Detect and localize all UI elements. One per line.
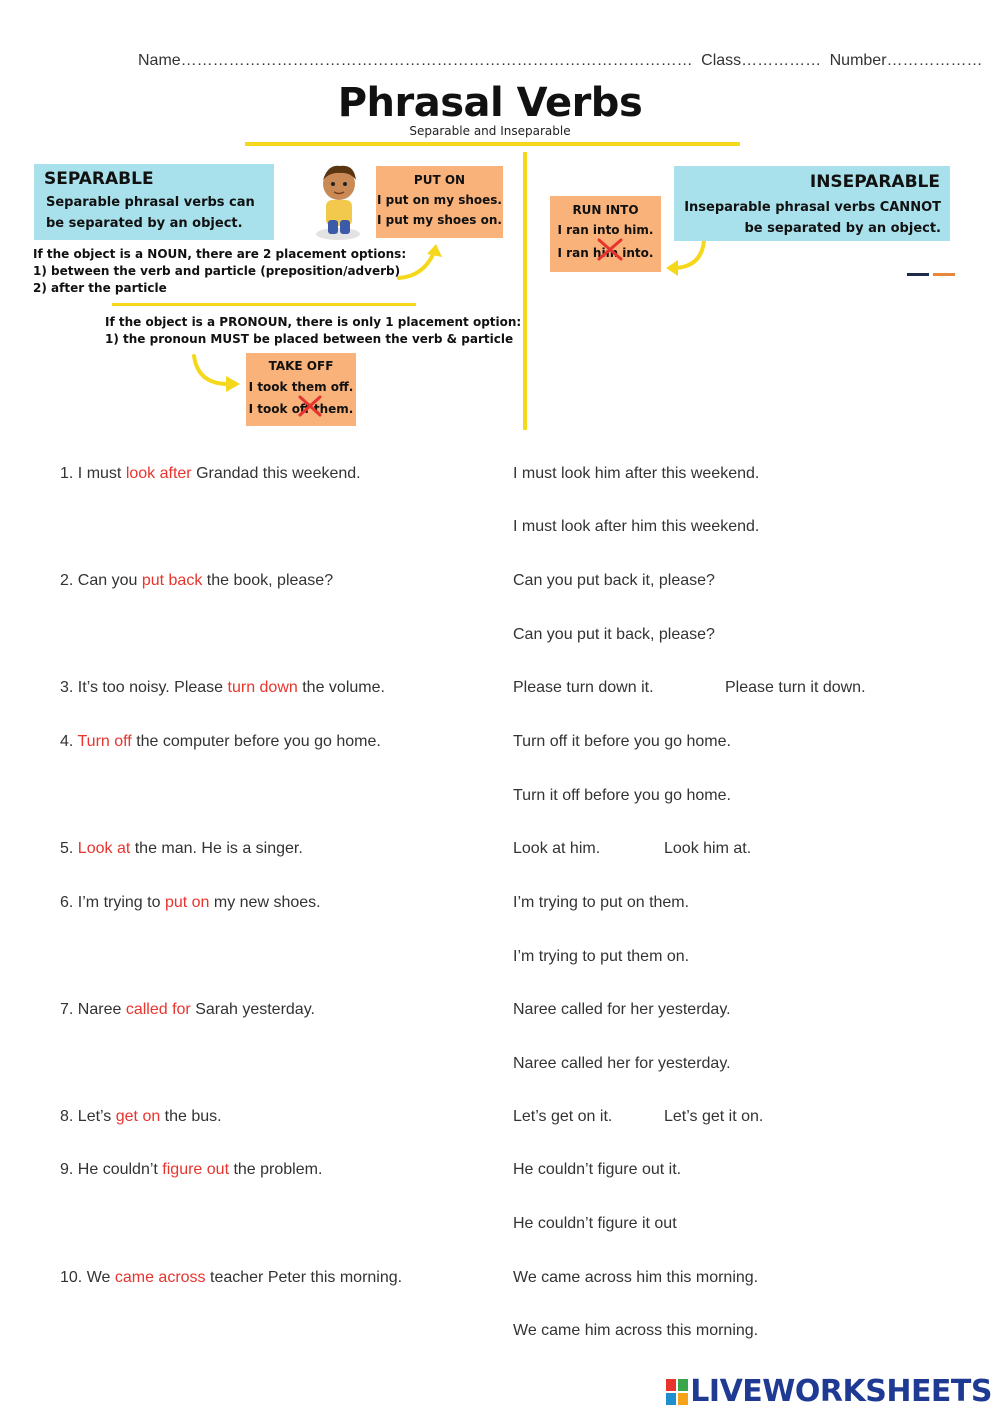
question-6 — [60, 894, 321, 912]
decorative-dash — [907, 273, 929, 276]
separable-heading: SEPARABLE — [44, 169, 154, 189]
run-into-heading: RUN INTO — [572, 203, 639, 217]
example-fragment: . — [348, 402, 354, 416]
center-divider — [523, 152, 527, 430]
question-text: He couldn’t — [77, 1161, 163, 1178]
decorative-dash — [933, 273, 955, 276]
take-off-example-line: I took them off. — [248, 380, 354, 394]
liveworksheets-badge-icon — [666, 1379, 688, 1405]
student-info-line — [138, 52, 983, 70]
question-number: 4. — [60, 733, 74, 750]
note-line: If the object is a PRONOUN, there is only 1 placement option: — [105, 315, 522, 329]
question-7 — [60, 1001, 315, 1019]
phrasal-verb: put on — [164, 894, 210, 911]
answer-option[interactable]: Let’s get it on. — [664, 1108, 764, 1125]
question-3 — [60, 679, 385, 697]
phrasal-verb: get on — [115, 1108, 161, 1125]
answer-option[interactable]: I must look after him this weekend. — [513, 518, 760, 535]
answer-option[interactable]: Naree called her for yesterday. — [513, 1055, 731, 1072]
note-line: If the object is a NOUN, there are 2 placement options: — [33, 247, 407, 261]
phrasal-verb: Look at — [77, 840, 131, 857]
question-text: I must — [77, 465, 126, 482]
answer-option[interactable]: Please turn it down. — [725, 679, 866, 696]
question-number: 6. — [60, 894, 74, 911]
curved-arrow-icon — [395, 240, 455, 285]
red-x-icon — [591, 237, 631, 261]
note-line: 2) after the particle — [33, 281, 167, 295]
put-on-example-box — [376, 166, 503, 238]
question-text: Sarah yesterday. — [190, 1001, 315, 1018]
answer-option[interactable]: Let’s get on it. — [513, 1108, 613, 1125]
answer-option[interactable]: Look him at. — [664, 840, 752, 857]
noun-placement-note — [33, 246, 406, 297]
phrasal-verb: called for — [125, 1001, 191, 1018]
answer-option[interactable]: Can you put it back, please? — [513, 626, 715, 643]
question-1 — [60, 465, 361, 483]
question-text: teacher Peter this morning. — [205, 1269, 403, 1286]
put-on-example-line: I put my shoes on. — [377, 213, 502, 227]
example-fragment: I took — [248, 402, 292, 416]
question-number: 8. — [60, 1108, 74, 1125]
question-text: the problem. — [229, 1161, 323, 1178]
section-divider — [112, 303, 416, 306]
question-5 — [60, 840, 303, 858]
page-title: Phrasal Verbs — [337, 80, 643, 126]
example-fragment: . — [648, 246, 654, 260]
question-text: Naree — [77, 1001, 126, 1018]
liveworksheets-logo — [666, 1374, 992, 1409]
note-line: 1) the pronoun MUST be placed between the verb & particle — [105, 332, 514, 346]
question-number: 2. — [60, 572, 74, 589]
question-text: the bus. — [160, 1108, 222, 1125]
answer-option[interactable]: Can you put back it, please? — [513, 572, 715, 589]
question-8 — [60, 1108, 222, 1126]
answer-option[interactable]: We came across him this morning. — [513, 1269, 759, 1286]
curved-arrow-icon — [188, 352, 246, 396]
question-text: Grandad this weekend. — [191, 465, 361, 482]
question-number: 5. — [60, 840, 74, 857]
logo-text: LIVEWORKSHEETS — [690, 1374, 992, 1409]
answer-option[interactable]: I must look him after this weekend. — [513, 465, 760, 482]
example-fragment: him into — [592, 246, 649, 260]
name-field-label: Name…………………………………………………………………………………… — [138, 52, 693, 69]
answer-option[interactable]: Turn off it before you go home. — [513, 733, 731, 750]
question-9 — [60, 1161, 322, 1179]
separable-description-line: Separable phrasal verbs can — [46, 195, 255, 210]
answer-option[interactable]: Please turn down it. — [513, 679, 654, 696]
question-number: 3. — [60, 679, 74, 696]
phrasal-verb: figure out — [162, 1161, 230, 1178]
question-text: the book, please? — [202, 572, 334, 589]
inseparable-heading: INSEPARABLE — [809, 172, 940, 192]
question-text: I’m trying to — [77, 894, 165, 911]
answer-option[interactable]: Turn it off before you go home. — [513, 787, 731, 804]
take-off-heading: TAKE OFF — [268, 359, 334, 373]
phrasal-verb: look after — [125, 465, 192, 482]
question-text: We — [86, 1269, 115, 1286]
question-text: the volume. — [297, 679, 385, 696]
question-2 — [60, 572, 333, 590]
put-on-example-line: I put on my shoes. — [377, 193, 502, 207]
red-x-icon — [290, 395, 330, 417]
phrasal-verb: Turn off — [77, 733, 132, 750]
answer-option[interactable]: I’m trying to put them on. — [513, 948, 690, 965]
put-on-heading: PUT ON — [413, 173, 466, 187]
answer-option[interactable]: Naree called for her yesterday. — [513, 1001, 731, 1018]
inseparable-description-line: be separated by an object. — [744, 221, 941, 236]
phrasal-verb: came across — [114, 1269, 206, 1286]
boy-illustration — [310, 160, 368, 242]
inseparable-description-line: Inseparable phrasal verbs CANNOT — [684, 200, 941, 215]
answer-option[interactable]: He couldn’t figure out it. — [513, 1161, 682, 1178]
example-fragment: I ran — [557, 246, 593, 260]
answer-option[interactable]: Look at him. — [513, 840, 601, 857]
question-text: Can you — [77, 572, 142, 589]
run-into-example-line: I ran into him. — [557, 223, 654, 237]
question-text: the man. He is a singer. — [130, 840, 303, 857]
question-10 — [60, 1269, 402, 1287]
number-field-label: Number……………… — [829, 52, 983, 69]
take-off-wrong-example — [246, 398, 356, 420]
take-off-example-box — [246, 353, 356, 426]
question-text: my new shoes. — [209, 894, 321, 911]
pronoun-placement-note — [105, 314, 521, 348]
class-field-label: Class…………… — [701, 52, 822, 69]
example-fragment: off them — [291, 402, 349, 416]
separable-definition-box — [34, 164, 274, 240]
question-number: 1. — [60, 465, 74, 482]
crossed-out-words — [593, 240, 649, 266]
question-text: It’s too noisy. Please — [77, 679, 228, 696]
crossed-out-words — [292, 398, 349, 420]
title-underline — [245, 142, 740, 146]
run-into-example-box — [550, 196, 661, 272]
question-number: 7. — [60, 1001, 74, 1018]
question-number: 10. — [60, 1269, 83, 1286]
question-number: 9. — [60, 1161, 74, 1178]
page-subtitle: Separable and Inseparable — [409, 124, 571, 138]
curved-arrow-icon — [662, 236, 712, 278]
phrasal-verb: turn down — [227, 679, 298, 696]
run-into-wrong-example — [550, 240, 661, 266]
answer-option[interactable]: We came him across this morning. — [513, 1322, 759, 1339]
answer-option[interactable]: I’m trying to put on them. — [513, 894, 690, 911]
separable-description-line: be separated by an object. — [46, 216, 243, 231]
note-line: 1) between the verb and particle (preposition/adverb) — [33, 264, 401, 278]
phrasal-verb: put back — [141, 572, 203, 589]
question-4 — [60, 733, 381, 751]
answer-option[interactable]: He couldn’t figure it out — [513, 1215, 677, 1232]
question-text: Let’s — [77, 1108, 116, 1125]
question-text: the computer before you go home. — [131, 733, 381, 750]
inseparable-definition-box — [674, 166, 950, 241]
